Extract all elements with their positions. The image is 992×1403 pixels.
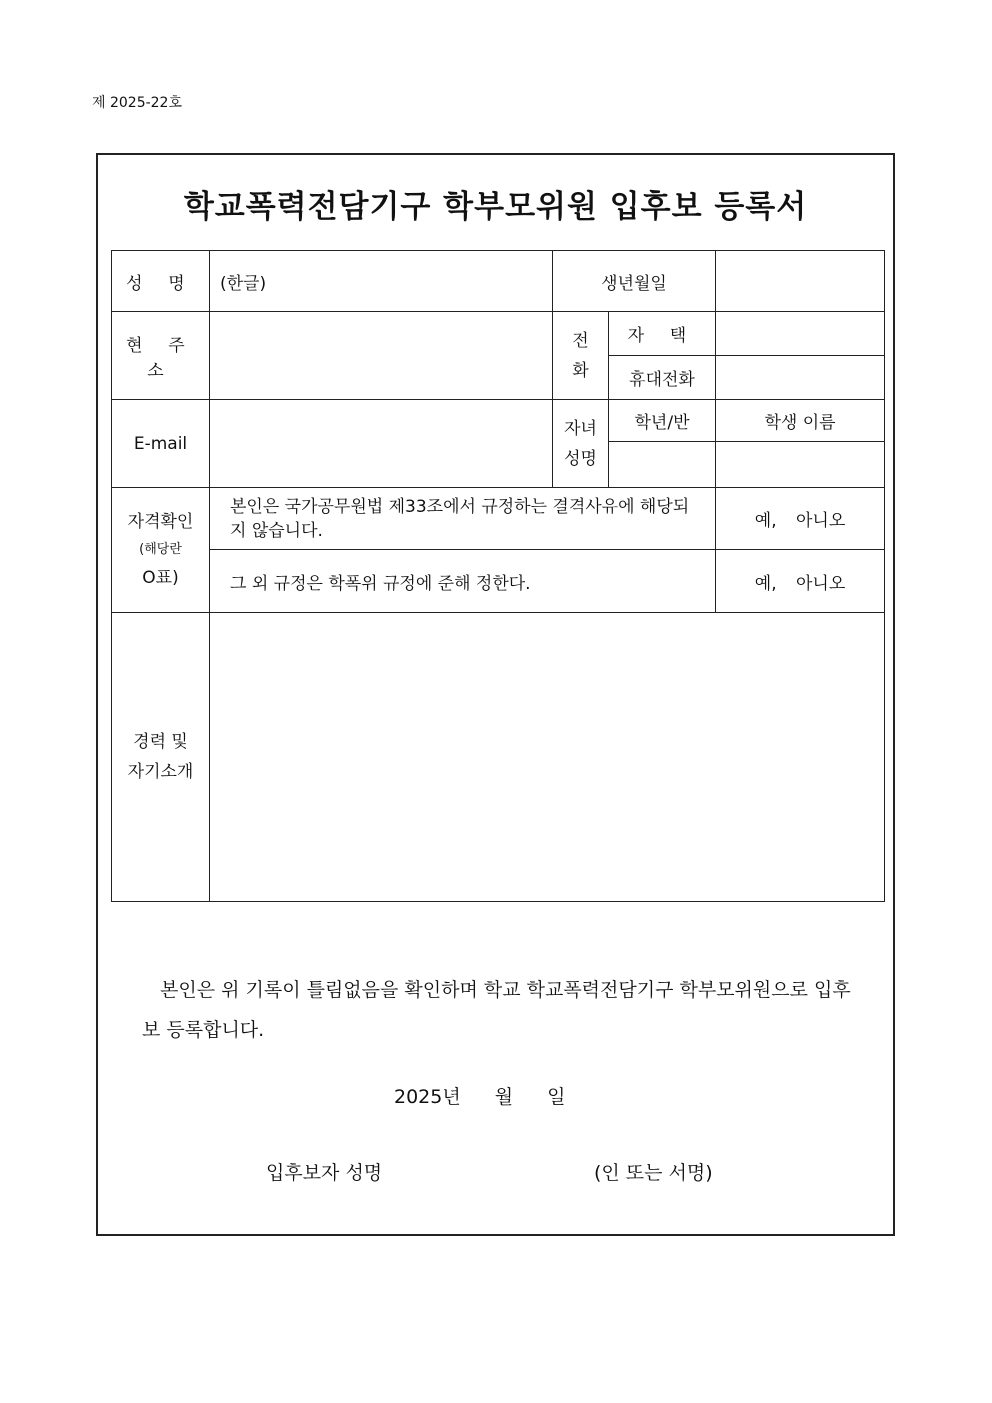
signature-note: (인 또는 서명) [594, 1162, 713, 1184]
phone-label [553, 312, 609, 400]
name-label: 성 명 [112, 251, 210, 312]
registration-table [111, 250, 885, 902]
birth-label: 생년월일 [553, 251, 716, 312]
home-phone-field[interactable] [716, 312, 885, 356]
child-name-label [553, 400, 609, 488]
form-frame [96, 153, 895, 1236]
name-field[interactable]: (한글) [210, 251, 553, 312]
grade-class-field[interactable] [609, 442, 716, 488]
child-label-line1: 자녀 [564, 418, 597, 439]
qualification-label [112, 488, 210, 613]
qualification-yes-no-1[interactable]: 예, 아니오 [716, 488, 885, 550]
address-field[interactable] [210, 312, 553, 400]
date-line: 2025년 월 일 [394, 1086, 566, 1108]
career-label-line1: 경력 및 [133, 732, 188, 752]
address-label: 현 주 소 [112, 312, 210, 400]
grade-class-label: 학년/반 [609, 400, 716, 442]
signature-label: 입후보자 성명 [266, 1162, 383, 1184]
phone-label-line1: 전 [572, 330, 589, 351]
child-label-line2: 성명 [564, 448, 597, 469]
phone-label-line2: 화 [572, 360, 589, 381]
home-phone-label: 자 택 [609, 312, 716, 356]
declaration-text: 본인은 위 기록이 틀림없음을 확인하며 학교 학교폭력전담기구 학부모위원으로 입후보 등록합니다. [142, 979, 851, 1041]
mobile-phone-field[interactable] [716, 356, 885, 400]
document-number: 제 2025-22호 [92, 95, 182, 111]
qualification-yes-no-2[interactable]: 예, 아니오 [716, 550, 885, 613]
email-label: E-mail [112, 400, 210, 488]
qualification-item-1: 본인은 국가공무원법 제33조에서 규정하는 결격사유에 해당되지 않습니다. [210, 488, 716, 550]
career-label-line2: 자기소개 [127, 762, 194, 782]
email-field[interactable] [210, 400, 553, 488]
qualification-label-sub1: (해당란 [139, 542, 182, 557]
student-name-field[interactable] [716, 442, 885, 488]
qualification-item-2: 그 외 규정은 학폭위 규정에 준해 정한다. [210, 550, 716, 613]
form-title: 학교폭력전담기구 학부모위원 입후보 등록서 [183, 189, 808, 225]
qualification-label-main: 자격확인 [127, 512, 194, 532]
career-field[interactable] [210, 613, 885, 902]
student-name-label: 학생 이름 [716, 400, 885, 442]
career-label [112, 613, 210, 902]
qualification-label-sub2: O표) [142, 568, 179, 588]
mobile-phone-label: 휴대전화 [609, 356, 716, 400]
birth-field[interactable] [716, 251, 885, 312]
